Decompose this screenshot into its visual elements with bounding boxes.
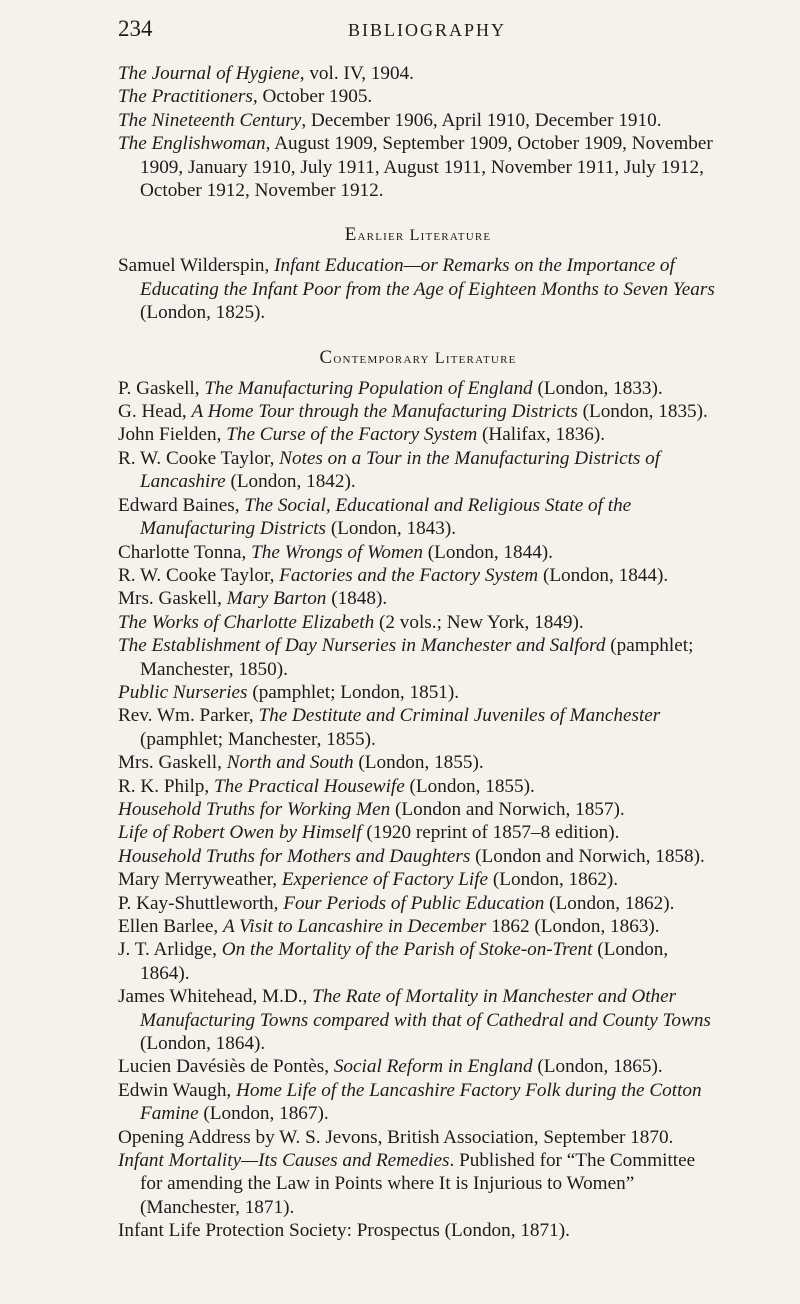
entry-text: Mrs. Gaskell,: [118, 752, 227, 774]
entry-title: The Manufacturing Population of England: [204, 377, 533, 399]
entry-text: (London, 1855).: [353, 752, 484, 774]
bibliography-entry: [118, 1219, 718, 1242]
bibliography-entry: [118, 494, 718, 541]
entry-text: , October 1905.: [252, 86, 373, 108]
entry-text: Samuel Wilderspin,: [118, 255, 275, 277]
entry-title: Factories and the Factory System: [279, 564, 539, 586]
entry-title: Public Nurseries: [118, 681, 248, 703]
bibliography-entry: [118, 681, 718, 704]
entry-title: A Home Tour through the Manufacturing Districts: [191, 401, 578, 423]
bibliography-entry: [118, 85, 718, 108]
entry-text: (London, 1864).: [140, 1033, 266, 1055]
bibliography-entry: [118, 1149, 718, 1219]
entry-text: (pamphlet; Manchester, 1855).: [140, 728, 376, 750]
entry-list: [118, 377, 718, 1243]
entry-text: (London, 1835).: [577, 401, 708, 423]
entry-text: (pamphlet; London, 1851).: [247, 681, 460, 703]
entry-title: The Social, Educational and Religious State of the Manufacturing Districts: [140, 494, 632, 540]
bibliography-entry: [118, 915, 718, 938]
bibliography-entry: [118, 798, 718, 821]
bibliography-entry: [118, 541, 718, 564]
entry-text: (Halifax, 1836).: [477, 424, 606, 446]
entry-text: (London, 1843).: [326, 518, 457, 540]
entry-text: R. W. Cooke Taylor,: [118, 447, 280, 469]
bibliography-entry: [118, 132, 718, 202]
entry-text: , December 1906, April 1910, December 1910.: [301, 109, 662, 131]
entry-text: (London, 1865).: [532, 1056, 663, 1078]
bibliography-entry: [118, 1079, 718, 1126]
bibliography-entry: [118, 892, 718, 915]
page-number: 234: [118, 16, 153, 41]
entry-title: The Curse of the Factory System: [226, 424, 478, 446]
bibliography-body: [118, 62, 718, 1243]
entry-title: The Englishwoman: [118, 133, 266, 155]
bibliography-entry: [118, 587, 718, 610]
bibliography-entry: [118, 634, 718, 681]
bibliography-entry: [118, 254, 718, 324]
entry-title: Notes on a Tour in the Manufacturing Districts of Lancashire: [140, 447, 661, 493]
entry-text: Mrs. Gaskell,: [118, 588, 227, 610]
entry-title: North and South: [226, 752, 354, 774]
entry-text: (London, 1842).: [225, 471, 356, 493]
section-heading: Contemporary Literature: [319, 346, 517, 368]
entry-text: J. T. Arlidge,: [118, 939, 222, 961]
running-title: BIBLIOGRAPHY: [348, 20, 507, 40]
entry-text: (London, 1844).: [538, 564, 669, 586]
entry-text: . Published for “The Committee for amending the Law in Points where It is Injurious to Women” (Manchester, 1871).: [140, 1150, 696, 1218]
entry-text: (London, 1862).: [544, 892, 675, 914]
entry-text: (London, 1862).: [488, 869, 619, 891]
bibliography-entry: [118, 845, 718, 868]
entry-list: [118, 254, 718, 324]
entry-text: R. K. Philp,: [118, 775, 214, 797]
entry-title: On the Mortality of the Parish of Stoke-on-Trent: [221, 939, 593, 961]
bibliography-entry: [118, 377, 718, 400]
entry-text: P. Kay-Shuttleworth,: [118, 892, 284, 914]
entry-text: Lucien Davésiès de Pontès,: [118, 1056, 334, 1078]
entry-title: Social Reform in England: [333, 1056, 533, 1078]
entry-title: The Wrongs of Women: [251, 541, 423, 563]
entry-title: The Nineteenth Century: [118, 109, 302, 131]
page-header: [118, 16, 718, 62]
entry-text: , vol. IV, 1904.: [299, 63, 414, 84]
entry-text: G. Head,: [118, 401, 192, 423]
bibliography-entry: [118, 868, 718, 891]
bibliography-entry: [118, 423, 718, 446]
entry-text: Opening Address by W. S. Jevons, British Association, September 1870.: [118, 1126, 674, 1148]
bibliography-entry: [118, 1055, 718, 1078]
bibliography-entry: [118, 938, 718, 985]
entry-text: John Fielden,: [118, 424, 227, 446]
entry-text: (2 vols.; New York, 1849).: [374, 611, 584, 633]
entry-title: The Journal of Hygiene: [118, 63, 300, 84]
entry-text: R. W. Cooke Taylor,: [118, 564, 280, 586]
entry-text: (London, 1844).: [422, 541, 553, 563]
entry-text: , August 1909, September 1909, October 1909, November 1909, January 1910, July 1911, August 1911, November 1911, July 1912, October 1912, November 1912.: [140, 133, 713, 202]
entry-text: (pamphlet; Manchester, 1850).: [140, 635, 694, 680]
entry-list: [118, 62, 718, 202]
bibliography-entry: [118, 564, 718, 587]
entry-text: Mary Merryweather,: [118, 869, 282, 891]
entry-text: (London and Norwich, 1857).: [390, 798, 625, 820]
entry-text: 1862 (London, 1863).: [486, 916, 660, 937]
bibliography-entry: [118, 704, 718, 751]
bibliography-entry: [118, 751, 718, 774]
bibliography-entry: [118, 400, 718, 423]
entry-title: Infant Education—or Remarks on the Importance of Educating the Infant Poor from the Age of Eighteen Months to Seven Years: [140, 255, 715, 300]
entry-text: (London, 1867).: [198, 1103, 329, 1125]
entry-text: (London and Norwich, 1858).: [470, 845, 705, 867]
entry-text: Rev. Wm. Parker,: [118, 705, 259, 727]
bibliography-entry: [118, 62, 718, 85]
entry-title: Four Periods of Public Education: [283, 892, 545, 914]
entry-text: (London, 1825).: [140, 302, 266, 324]
bibliography-entry: [118, 1126, 718, 1149]
entry-text: (London, 1833).: [532, 377, 663, 399]
entry-text: (1920 reprint of 1857–8 edition).: [361, 822, 620, 844]
entry-text: (London, 1864).: [140, 939, 669, 984]
section-heading: Earlier Literature: [344, 224, 492, 246]
entry-title: Home Life of the Lancashire Factory Folk during the Cotton Famine: [140, 1079, 702, 1125]
bibliography-entry: [118, 611, 718, 634]
entry-title: Infant Mortality—Its Causes and Remedies: [118, 1150, 450, 1172]
entry-title: Household Truths for Working Men: [118, 798, 391, 820]
entry-text: P. Gaskell,: [118, 377, 205, 399]
entry-title: The Destitute and Criminal Juveniles of Manchester: [258, 705, 661, 727]
entry-title: The Establishment of Day Nurseries in Manchester and Salford: [118, 635, 606, 657]
entry-title: The Rate of Mortality in Manchester and Other Manufacturing Towns compared with that of Cathedral and County Towns: [140, 986, 711, 1031]
entry-title: Mary Barton: [226, 588, 327, 610]
entry-title: Household Truths for Mothers and Daughters: [118, 845, 471, 867]
entry-title: The Practitioners: [118, 86, 253, 108]
entry-text: (London, 1855).: [404, 775, 535, 797]
entry-title: Life of Robert Owen by Himself: [118, 822, 362, 844]
entry-text: James Whitehead, M.D.,: [118, 986, 313, 1008]
bibliography-entry: [118, 985, 718, 1055]
bibliography-entry: [118, 775, 718, 798]
entry-title: Experience of Factory Life: [281, 869, 489, 891]
entry-text: Charlotte Tonna,: [118, 541, 252, 563]
bibliography-entry: [118, 109, 718, 132]
entry-title: The Practical Housewife: [213, 775, 405, 797]
entry-title: A Visit to Lancashire in December: [222, 916, 487, 937]
entry-text: Ellen Barlee,: [118, 916, 223, 937]
entry-text: Edward Baines,: [118, 494, 245, 516]
entry-text: Infant Life Protection Society: Prospectus (London, 1871).: [118, 1220, 570, 1242]
entry-title: The Works of Charlotte Elizabeth: [118, 611, 375, 633]
bibliography-entry: [118, 821, 718, 844]
entry-text: Edwin Waugh,: [118, 1079, 237, 1101]
entry-text: (1848).: [326, 588, 388, 610]
bibliography-entry: [118, 447, 718, 494]
